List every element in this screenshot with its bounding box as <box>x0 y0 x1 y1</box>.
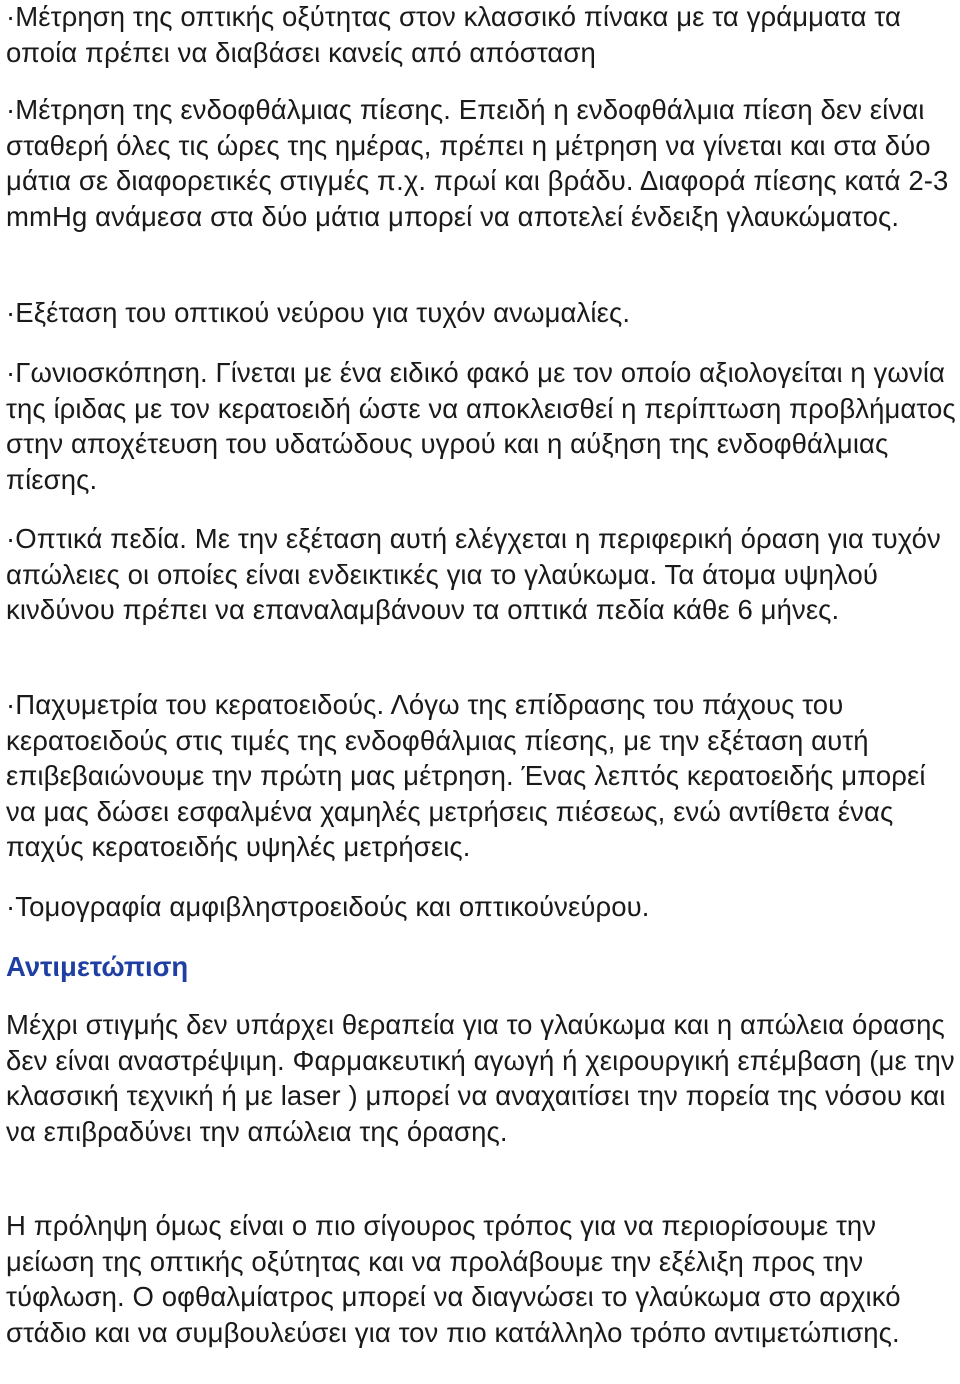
paragraph-intraocular-pressure: ·Μέτρηση της ενδοφθάλμιας πίεσης. Επειδή η ενδοφθάλμια πίεση δεν είναι σταθερή όλες τις ώρες της ημέρας, πρέπει η μέτρηση να γίνεται και στα δύο μάτια σε διαφορετικές στιγμές π.χ. πρωί και βράδυ. Διαφορά πίεσης κατά 2-3 mmHg ανάμεσα στα δύο μάτια μπορεί να αποτελεί ένδειξη γλαυκώματος. <box>6 94 949 232</box>
paragraph-optic-nerve: ·Εξέταση του οπτικού νεύρου για τυχόν ανωμαλίες. <box>6 297 631 328</box>
paragraph-gonioscopy: ·Γωνιοσκόπηση. Γίνεται με ένα ειδικό φακό με τον οποίο αξιολογείται η γωνία της ίριδας με τον κερατοειδή ώστε να αποκλεισθεί η περίπτωση προβλήματος στην αποχέτευση του υδατώδους υγρού και η αύξηση της ενδοφθάλμιας πίεσης. <box>6 357 956 495</box>
paragraph-visual-fields: ·Οπτικά πεδία. Με την εξέταση αυτή ελέγχεται η περιφερική όραση για τυχόν απώλειες οι οποίες είναι ενδεικτικές για το γλαύκωμα. Τα άτομα υψηλού κινδύνου πρέπει να επαναλαμβάνουν τα οπτικά πεδία κάθε 6 μήνες. <box>6 523 941 625</box>
paragraph-treatment: Μέχρι στιγμής δεν υπάρχει θεραπεία για το γλαύκωμα και η απώλεια όρασης δεν είναι αναστρέψιμη. Φαρμακευτική αγωγή ή χειρουργική επέμβαση (με την κλασσική τεχνική ή με laser ) μπορεί να αναχαιτίσει την πορεία της νόσου και να επιβραδύνει την απώλεια της όρασης. <box>6 1009 955 1147</box>
paragraph-visual-acuity: ·Μέτρηση της οπτικής οξύτητας στον κλασσικό πίνακα με τα γράμματα τα οποία πρέπει να διαβάσει κανείς από απόσταση <box>6 1 901 68</box>
paragraph-prevention: Η πρόληψη όμως είναι ο πιο σίγουρος τρόπος για να περιορίσουμε την μείωση της οπτικής οξύτητας και να προλάβουμε την εξέλιξη προς την τύφλωση. Ο οφθαλμίατρος μπορεί να διαγνώσει το γλαύκωμα στο αρχικό στάδιο και να συμβουλεύσει για τον πιο κατάλληλο τρόπο αντιμετώπισης. <box>6 1210 901 1348</box>
paragraph-tomography: ·Τομογραφία αμφιβληστροειδούς και οπτικούνεύρου. <box>6 891 650 922</box>
paragraph-pachymetry: ·Παχυμετρία του κερατοειδούς. Λόγω της επίδρασης του πάχους του κερατοειδούς στις τιμές της ενδοφθάλμιας πίεσης, με την εξέταση αυτή επιβεβαιώνουμε την πρώτη μας μέτρηση. Ένας λεπτός κερατοειδής μπορεί να μας δώσει εσφαλμένα χαμηλές μετρήσεις πιέσεως, ενώ αντίθετα ένας παχύς κερατοειδής υψηλές μετρήσεις. <box>6 689 926 862</box>
section-heading-treatment: Αντιμετώπιση <box>6 951 189 982</box>
